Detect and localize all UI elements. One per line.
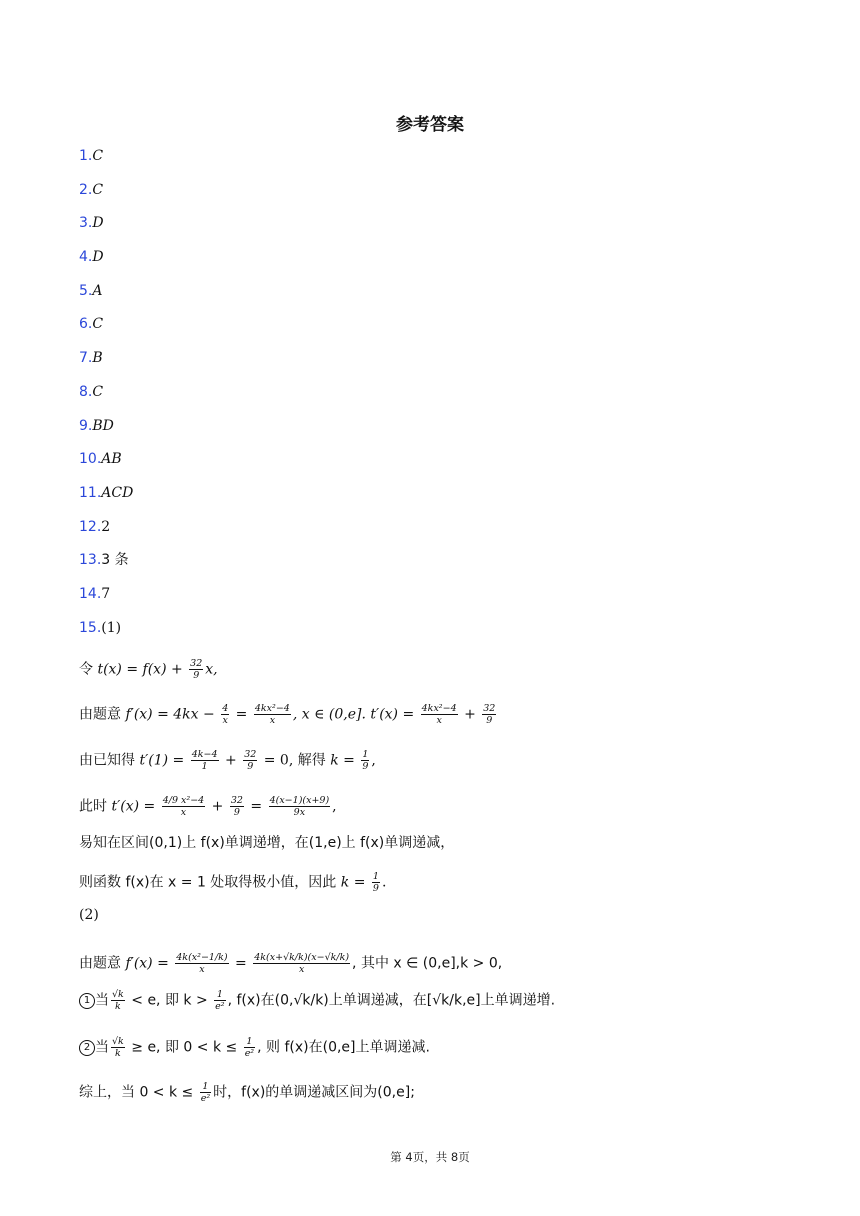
fraction: $\frac{32}{9}$ — [483, 703, 496, 726]
fraction: $\frac{32}{9}$ — [230, 795, 243, 818]
answer-item — [79, 382, 133, 416]
answer-value: 3 条 — [101, 552, 129, 569]
answer-item — [79, 517, 133, 551]
answer-item — [79, 180, 133, 214]
fraction: $\frac{\text{4kx²−4}}{x}$ — [254, 703, 290, 726]
page-footer: 第 4页，共 8页 — [390, 1150, 470, 1164]
answer-number: 2. — [79, 181, 93, 198]
circled-number: 1 — [79, 993, 95, 1009]
answer-number: 10. — [79, 451, 102, 468]
answer-item — [79, 584, 133, 618]
solution-line-11: 综上，当 0 < k ≤ $\frac{1}{\text{e²}}$ 时，f(x)的单调递减区间为(0,e]; — [79, 1081, 415, 1104]
answer-value: D — [92, 249, 104, 266]
answer-number: 1. — [79, 148, 93, 164]
fraction: $\frac{4}{x}$ — [222, 703, 229, 726]
answer-item — [79, 416, 133, 450]
answer-value: D — [92, 215, 104, 232]
fraction: $\frac{\text{4kx²−4}}{x}$ — [421, 703, 457, 726]
fraction: $\frac{√k}{k}$ — [112, 1036, 124, 1059]
answer-number: 7. — [79, 350, 93, 367]
fraction: $\frac{\text{4/9 x²−4}}{x}$ — [162, 795, 205, 818]
answer-item — [79, 281, 133, 315]
answer-item — [79, 483, 133, 517]
solution-line-7: (2) — [79, 907, 99, 923]
fraction: $\frac{4(x-1)(x+9)}{9x}$ — [269, 795, 330, 818]
answer-value: AB — [101, 451, 122, 468]
answer-item — [79, 348, 133, 382]
answer-item — [79, 618, 133, 652]
fraction: $\frac{1}{\text{e²}}$ — [200, 1081, 211, 1104]
answer-number: 3. — [79, 215, 93, 232]
answer-item — [79, 449, 133, 483]
solution-line-5: 易知在区间(0,1)上 f(x)单调递增，在(1,e)上 f(x)单调递减， — [79, 835, 455, 851]
solution-line-1: 令 t(x) = f(x) + $\frac{32}{9}$ x, — [79, 658, 218, 681]
answer-value: ACD — [101, 484, 134, 501]
answer-number: 6. — [79, 316, 93, 333]
answer-value: 7 — [101, 585, 111, 602]
answer-value: C — [92, 383, 104, 400]
fraction: $\frac{1}{\text{e²}}$ — [244, 1036, 255, 1059]
circled-number: 2 — [79, 1040, 95, 1056]
solution-line-8: 由题意 f′(x) = $\frac{\text{4k(x²−1/k)}}{x}$ = $\frac{4k(x+√k/k)(x-√k/k)}{x}$ , 其中 x ∈ (0,e],k > 0, — [79, 952, 503, 975]
answer-value: 2 — [101, 518, 111, 535]
answer-number: 9. — [79, 417, 93, 434]
solution-line-4: 此时 t′(x) = $\frac{\text{4/9 x²−4}}{x}$ + $\frac{32}{9}$ = $\frac{4(x-1)(x+9)}{9x}$ , — [79, 795, 337, 818]
answer-number: 13. — [79, 552, 102, 569]
fraction: $\frac{1}{9}$ — [362, 749, 369, 772]
fraction: $\frac{4k(x+√k/k)(x-√k/k)}{x}$ — [254, 952, 350, 975]
answer-value: C — [92, 181, 104, 198]
answer-item — [79, 146, 133, 180]
fraction: $\frac{32}{9}$ — [190, 658, 203, 681]
solution-line-9: 1 当 $\frac{√k}{k}$ < e, 即 k > $\frac{1}{\text{e²}}$ , f(x)在(0,√k/k)上单调递减，在[√k/k,e]上单调递增. — [79, 989, 555, 1012]
solution-line-10: 2 当 $\frac{√k}{k}$ ≥ e, 即 0 < k ≤ $\frac{1}{\text{e²}}$ , 则 f(x)在(0,e]上单调递减. — [79, 1036, 430, 1059]
answer-number: 11. — [79, 484, 102, 501]
answer-item — [79, 314, 133, 348]
answer-list — [79, 146, 133, 651]
solution-line-3: 由已知得 t′(1) = $\frac{4k-4}{1}$ + $\frac{32}{9}$ = 0, 解得 k = $\frac{1}{9}$ , — [79, 749, 376, 772]
answer-number: 8. — [79, 383, 93, 400]
fraction: $\frac{4k-4}{1}$ — [191, 749, 218, 772]
solution-line-6: 则函数 f(x)在 x = 1 处取得极小值，因此 k = $\frac{1}{9}$ . — [79, 871, 387, 894]
answer-number: 4. — [79, 249, 93, 266]
fraction: $\frac{√k}{k}$ — [112, 989, 124, 1012]
answer-item — [79, 213, 133, 247]
answer-number: 15. — [79, 619, 102, 636]
answer-item — [79, 550, 133, 584]
answer-value: (1) — [101, 619, 122, 636]
answer-number: 12. — [79, 518, 102, 535]
fraction: $\frac{32}{9}$ — [244, 749, 257, 772]
answer-value: B — [92, 350, 103, 367]
answer-number: 14. — [79, 585, 102, 602]
answer-number: 5. — [79, 282, 93, 299]
solution-line-2: 由题意 f′(x) = 4kx − $\frac{4}{x}$ = $\frac{\text{4kx²−4}}{x}$ , x ∈ (0,e]. t′(x) = $\frac{\text{4kx²−4}}{x}$ + $\frac{32}{9}$ — [79, 703, 496, 726]
answer-value: A — [92, 282, 103, 299]
fraction: $\frac{1}{9}$ — [372, 871, 379, 894]
answer-item — [79, 247, 133, 281]
fraction: $\frac{\text{4k(x²−1/k)}}{x}$ — [176, 952, 228, 975]
fraction: $\frac{1}{\text{e²}}$ — [215, 989, 225, 1012]
answer-value: BD — [92, 417, 114, 434]
answer-value: C — [92, 148, 104, 164]
answer-value: C — [92, 316, 104, 333]
page-title: 参考答案 — [396, 115, 464, 135]
